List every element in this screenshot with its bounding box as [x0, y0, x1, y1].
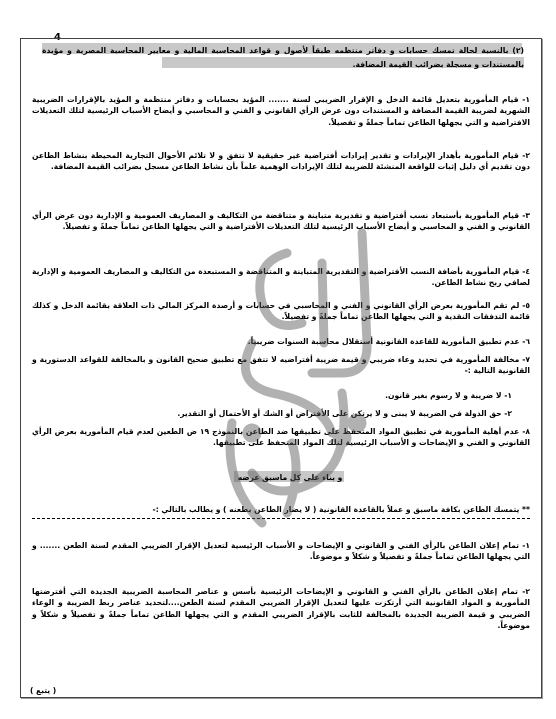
point-text: قيام المأمورية بأضافة النسب الأفتراضية و التقديرية المتباينة و المتناقضة و المستبعدة من التكاليف و المصاريف العمومية و الإدارية لصافي ربح نشاط الطاعن.: [32, 267, 530, 288]
claim-number: ٢: [525, 587, 530, 596]
point-3: ٣- قيام المأمورية بأستبعاد نسب أفتراضية و تقديرية متباينة و متناقضة من التكاليف و المصاريف العمومية و الإدارية دون عرض الرأي القانوني و الفني و المحاسبي و أيضاح الأسباب الرئيسية لتلك التعديلات الأفتراضية و التي يجهلها الطاعن تماماً جملةً و تفصيلاً.: [32, 211, 530, 232]
point-number: ٢: [525, 151, 531, 160]
page-number: 4: [54, 32, 61, 43]
subpoint-text: لا ضريبة و لا رسوم بغير قانون.: [385, 391, 502, 400]
claim-2: ٢- تمام إعلان الطاعن بالرأي الفني و القانوني و الإيضاحات الرئيسية بأسس و عناصر المحاسبة الضريبية الجديدة التي أفترضتها المأمورية و المواد القانونية التي أرتكزت عليها لتعديل الإقرار الضريبي المقدم لسنة الطعن....لتحديد عناصر ربط الضريبة و الوعاء الضريبي و قيمة الضريبة الجديدة بالمخالفة للثابت بالإقرار الضريبي المقدم و التي يجهلها الطاعن تماماً جملةً و تفصيلاً و شكلاً و موضوعاً.: [32, 587, 530, 630]
point-text: عدم تطبيق المأمورية للقاعدة القانونية أستقلال محاسبة السنوات ضريبياً.: [247, 337, 520, 346]
point-number: ٧: [525, 355, 530, 364]
point-7: ٧- مخالفة المأمورية في تحديد وعاء ضريبي و قيمة ضريبة أفتراضيه لا تتفق مع تطبيق صحيح القانون و بالمخالفة للقواعد الدستورية و القانونية التالية :-: [32, 355, 530, 376]
point-text: عدم أهلية المأمورية في تطبيق المواد المتحفظ على تطبيقها ضد الطاعن بالنموذج ١٩ ض الطعين لعدم قيام المأمورية بعرض الرأي القانوني و الفني و الإيضاحات و الأسباب الرئيسية لتلك المواد المتحفظ على تطبيقها.: [32, 427, 530, 448]
subpoint-1: ١- لا ضريبة و لا رسوم بغير قانون.: [385, 391, 512, 400]
subpoint-text: حق الدولة في الضريبة لا يبنى و لا يرتكن على الأفتراض أو الشك أو الأحتمال أو التقدير.: [177, 409, 502, 418]
claim-1: ١- تمام إعلان الطاعن بالرأي الفني و القانوني و الإيضاحات و الأسباب الرئيسية لتعديل الإقرار الضريبي المقدم لسنة الطعن ....... و التي يجهلها الطاعن تماماً جملةً و تفصيلاً و شكلاً و موضوعاً.: [32, 541, 530, 562]
point-text: قيام المأمورية بأهدار الإيرادات و تقدير إيرادات أفتراضية غير حقيقية لا تتفق و لا تلائم الأحوال التجارية المحيطة بنشاط الطاعن دون تقديم أي دليل إثبات للواقعة المنشئة للضريبة لتلك الإيرادات الوهمية علماً بأن نشاط الطاعن مسجل بضرائب القيمة المضافة.: [32, 151, 530, 172]
point-text: لم تقم المأمورية بعرض الرأي القانوني و الفني و المحاسبي في حسابات و أرصدة المركز المالي ذات العلاقة بقائمة الدخل و كذلك قائمة التدفقات النقدية و التي يجهلها الطاعن تماماً جملةً و تفصيلاً.: [32, 301, 530, 322]
document-page: [12, 8, 544, 711]
point-number: ٦: [525, 337, 530, 346]
point-4: ٤- قيام المأمورية بأضافة النسب الأفتراضية و التقديرية المتباينة و المتناقضة و المستبعدة من التكاليف و المصاريف العمومية و الإدارية لصافي ربح نشاط الطاعن.: [32, 267, 531, 288]
point-2: ٢- قيام المأمورية بأهدار الإيرادات و تقدير إيرادات أفتراضية غير حقيقية لا تتفق و لا تلائم الأحوال التجارية المحيطة بنشاط الطاعن دون تقديم أي دليل إثبات للواقعة المنشئة للضريبة لتلك الإيرادات الوهمية علماً بأن نشاط الطاعن مسجل بضرائب القيمة المضافة.: [32, 151, 531, 172]
subpoint-number: ٢: [507, 409, 512, 418]
point-number: ٨: [525, 427, 530, 436]
claim-number: ١: [525, 541, 530, 550]
section-heading: و بناء على كل ماسبق عرضه: [237, 473, 343, 482]
point-number: ١: [525, 95, 530, 104]
point-1: ١- قيام المأمورية بتعديل قائمة الدخل و الإقرار الضريبي لسنة ....... المؤيد بحسابات و دفاتر منتظمة و المؤيد بالإقرارات الضريبية الشهرية لضريبة القيمة المضافة و المستندات دون عرض الرأي القانوني و الفني و المحاسبي و أيضاح الأسباب الرئيسية لتلك التعديلات الافتراضية و التي يجهلها الطاعن تماماً جملةً و تفصيلاً.: [32, 95, 530, 127]
claim-text: تمام إعلان الطاعن بالرأي الفني و القانوني و الإيضاحات الرئيسية بأسس و عناصر المحاسبة الضريبية الجديدة التي أفترضتها المأمورية و المواد القانونية التي أرتكزت عليها لتعديل الإقرار الضريبي المقدم لسنة الطعن....لتحديد عناصر ربط الضريبة و الوعاء الضريبي و قيمة الضريبة الجديدة بالمخالفة للثابت بالإقرار الضريبي المقدم و التي يجهلها الطاعن تماماً جملةً و تفصيلاً و شكلاً و موضوعاً.: [32, 587, 530, 630]
subpoint-number: ١: [507, 391, 512, 400]
point-text: قيام المأمورية بأستبعاد نسب أفتراضية و تقديرية متباينة و متناقضة من التكاليف و المصاريف العمومية و الإدارية دون عرض الرأي القانوني و الفني و المحاسبي و أيضاح الأسباب الرئيسية لتلك التعديلات الأفتراضية و التي يجهلها الطاعن تماماً جملةً و تفصيلاً.: [32, 211, 530, 232]
subpoint-2: ٢- حق الدولة في الضريبة لا يبنى و لا يرتكن على الأفتراض أو الشك أو الأحتمال أو التقدير.: [177, 409, 512, 418]
point-6: ٦- عدم تطبيق المأمورية للقاعدة القانونية أستقلال محاسبة السنوات ضريبياً.: [247, 337, 530, 346]
point-5: ٥- لم تقم المأمورية بعرض الرأي القانوني و الفني و المحاسبي في حسابات و أرصدة المركز المالي ذات العلاقة بقائمة الدخل و كذلك قائمة التدفقات النقدية و التي يجهلها الطاعن تماماً جملةً و تفصيلاً.: [32, 301, 530, 322]
claims-intro-underline: [32, 518, 530, 519]
point-number: ٥: [525, 301, 530, 310]
point-8: ٨- عدم أهلية المأمورية في تطبيق المواد المتحفظ على تطبيقها ضد الطاعن بالنموذج ١٩ ض الطعين لعدم قيام المأمورية بعرض الرأي القانوني و الفني و الإيضاحات و الأسباب الرئيسية لتلك المواد المتحفظ على تطبيقها.: [32, 427, 530, 448]
title-paragraph: (٢) بالنسبة لحالة تمسك حسابات و دفاتر منتظمه طبقاً لأصول و قواعد المحاسبة المالية و معايير المحاسبة المصرية و مؤيدة بالمستندات و مسجلة بضرائب القيمة المضافة.: [42, 46, 524, 69]
point-text: مخالفة المأمورية في تحديد وعاء ضريبي و قيمة ضريبة أفتراضيه لا تتفق مع تطبيق صحيح القانون و بالمخالفة للقواعد الدستورية و القانونية التالية :-: [32, 355, 530, 376]
point-number: ٤: [525, 267, 531, 276]
claims-intro: ** يتمسك الطاعن بكافة ماسبق و عملاً بالقاعدة القانونية ( لا يضار الطاعن بطعنه ) و يطالب بالتالي :-: [152, 505, 530, 514]
claim-text: تمام إعلان الطاعن بالرأي الفني و القانوني و الإيضاحات و الأسباب الرئيسية لتعديل الإقرار الضريبي المقدم لسنة الطعن ....... و التي يجهلها الطاعن تماماً جملةً و تفصيلاً و شكلاً و موضوعاً.: [32, 541, 530, 562]
point-number: ٣: [525, 211, 530, 220]
point-text: قيام المأمورية بتعديل قائمة الدخل و الإقرار الضريبي لسنة ....... المؤيد بحسابات و دفاتر منتظمة و المؤيد بالإقرارات الضريبية الشهرية لضريبة القيمة المضافة و المستندات دون عرض الرأي القانوني و الفني و المحاسبي و أيضاح الأسباب الرئيسية لتلك التعديلات الافتراضية و التي يجهلها الطاعن تماماً جملةً و تفصيلاً.: [32, 95, 530, 127]
continued-note: ( يتبع ): [30, 686, 57, 695]
